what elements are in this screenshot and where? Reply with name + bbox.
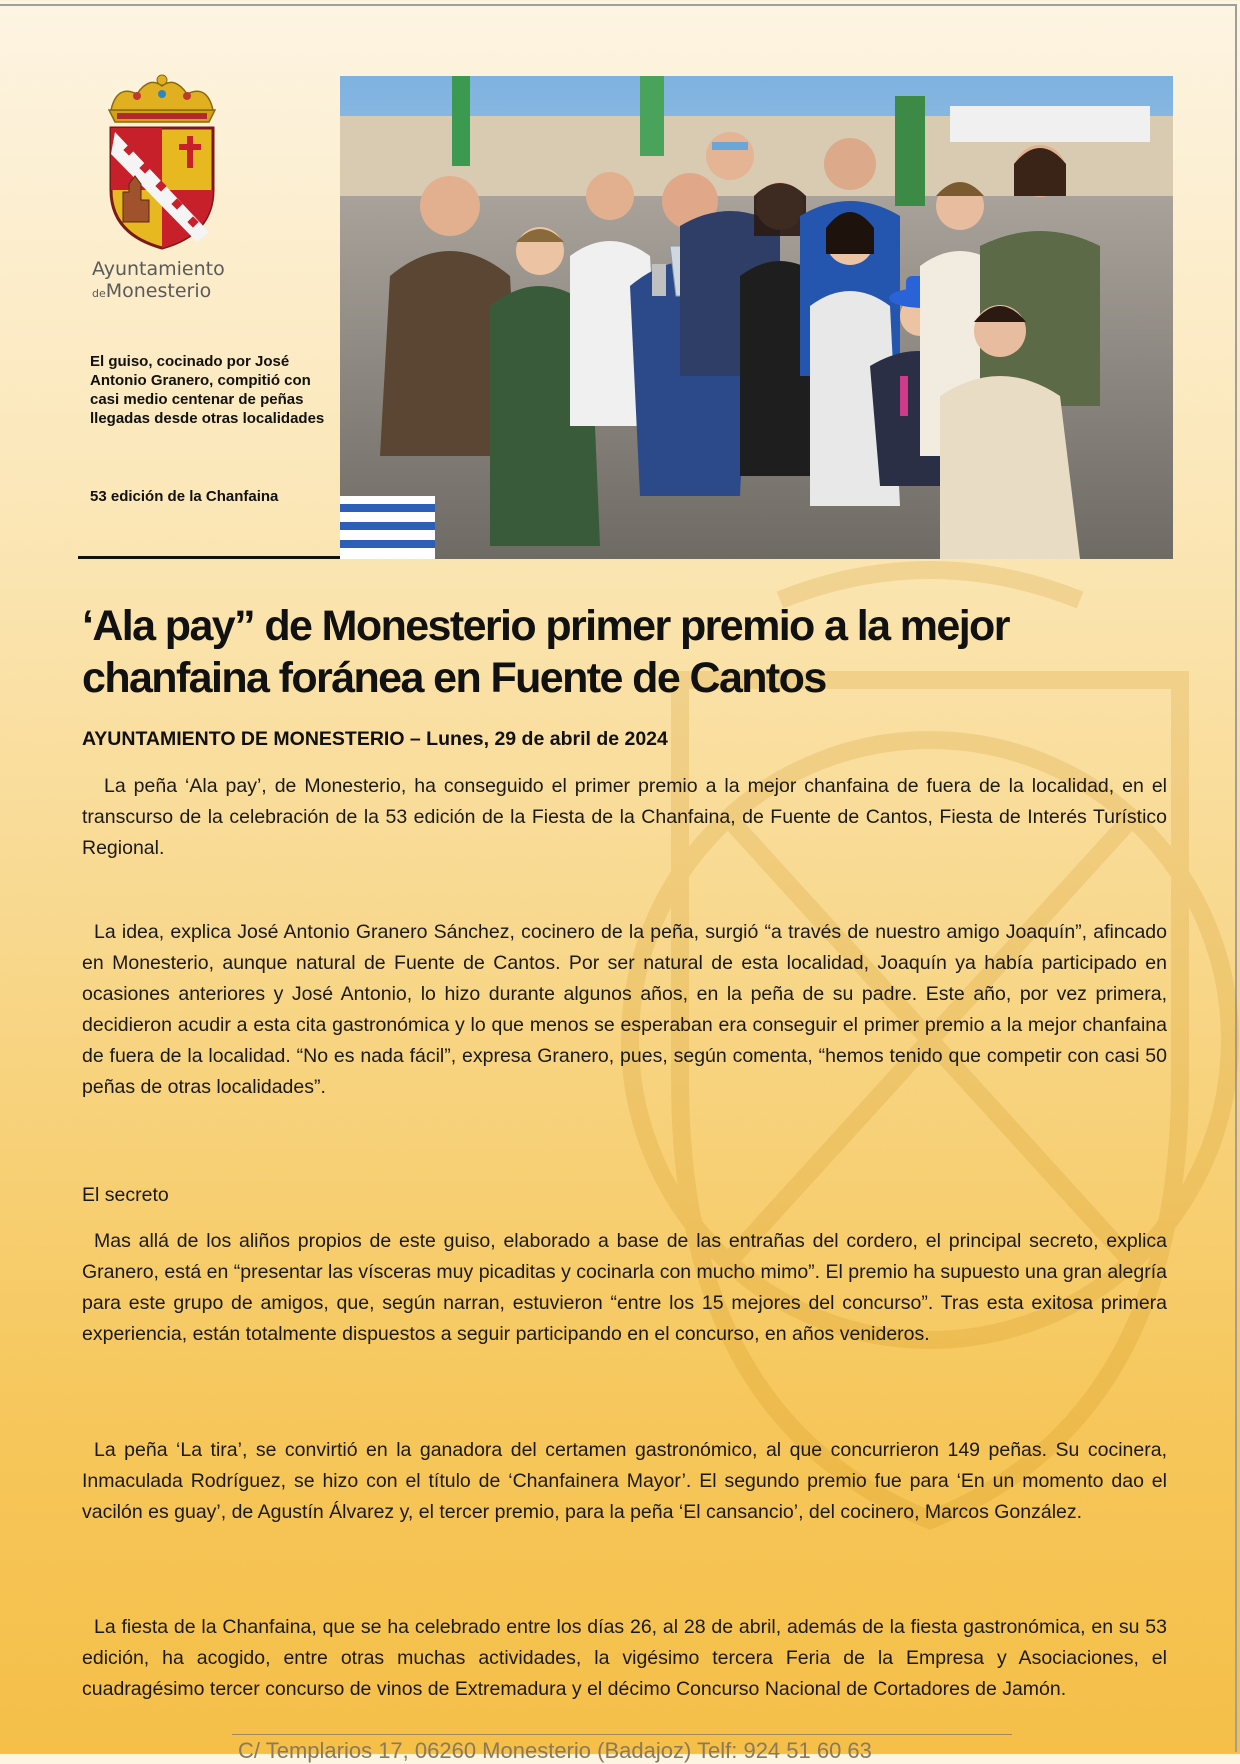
article-headline: ‘Ala pay” de Monesterio primer premio a la mejor chanfaina foránea en Fuente de Cantos [82,602,1009,702]
logo-town: Monesterio [105,280,212,302]
caption-divider [78,556,340,559]
section-title-el-secreto: El secreto [82,1184,169,1206]
photo-caption: El guiso, cocinado por José Antonio Granero, compitió con casi medio centenar de peñas llegadas desde otras localidades [90,353,325,427]
logo-line-monesterio [92,280,236,305]
article-byline: AYUNTAMIENTO DE MONESTERIO – Lunes, 29 de abril de 2024 [82,728,668,750]
logo-wordmark [88,258,236,305]
article-paragraph-1: La peña ‘Ala pay’, de Monesterio, ha conseguido el primer premio a la mejor chanfaina de fuera de la localidad, en el transcurso de la celebración de la 53 edición de la Fiesta de la Chanfaina, de Fuente de Cantos, Fiesta de Interés Turístico Regional. [82,775,1167,859]
group-photo [340,76,1173,559]
logo-line-ayuntamiento: Ayuntamiento [92,258,225,280]
article-paragraph-2: La idea, explica José Antonio Granero Sánchez, cocinero de la peña, surgió “a través de nuestro amigo Joaquín”, afincado en Monesterio, aunque natural de Fuente de Cantos. Por ser natural de esta localidad, Joaquín ya había participado en ocasiones anteriores y José Antonio, lo hizo durante algunos años, en la peña de su padre. Este año, por vez primera, decidieron acudir a esta cita gastronómica y lo que menos se esperaban era conseguir el primer premio a la mejor chanfaina de fuera de la localidad. “No es nada fácil”, expresa Granero, pues, según comenta, “hemos tenido que competir con casi 50 peñas de otras localidades”. [82,921,1167,1098]
coat-of-arms-icon [97,72,227,252]
group-photo-illustration [340,76,1173,559]
article-paragraph-5: La fiesta de la Chanfaina, que se ha celebrado entre los días 26, al 28 de abril, además de la fiesta gastronómica, en su 53 edición, ha acogido, entre otras muchas actividades, la vigésimo tercera Feria de la Empresa y Asociaciones, el cuadragésimo tercer concurso de vinos de Extremadura y el décimo Concurso Nacional de Cortadores de Jamón. [82,1616,1167,1700]
footer-address: C/ Templarios 17, 06260 Monesterio (Badajoz) Telf: 924 51 60 63 [238,1738,872,1763]
footer-divider [232,1734,1012,1735]
photo-caption-edition: 53 edición de la Chanfaina [90,488,279,505]
municipal-logo [88,72,236,305]
article-paragraph-3: Mas allá de los aliños propios de este guiso, elaborado a base de las entrañas del cordero, el principal secreto, explica Granero, está en “presentar las vísceras muy picaditas y cocinarla con mucho mimo”. El premio ha supuesto una gran alegría para este grupo de amigos, que, según narran, estuvieron “entre los 15 mejores del concurso”. Tras esta exitosa primera experiencia, están totalmente dispuestos a seguir participando en el concurso, en años venideros. [82,1230,1167,1345]
logo-prefix: de [92,287,106,300]
article-paragraph-4: La peña ‘La tira’, se convirtió en la ganadora del certamen gastronómico, al que concurrieron 149 peñas. Su cocinera, Inmaculada Rodríguez, se hizo con el título de ‘Chanfainera Mayor’. El segundo premio fue para ‘En un momento dao el vacilón es guay’, de Agustín Álvarez y, el tercer premio, para la peña ‘El cansancio’, del cocinero, Marcos González. [82,1439,1167,1523]
